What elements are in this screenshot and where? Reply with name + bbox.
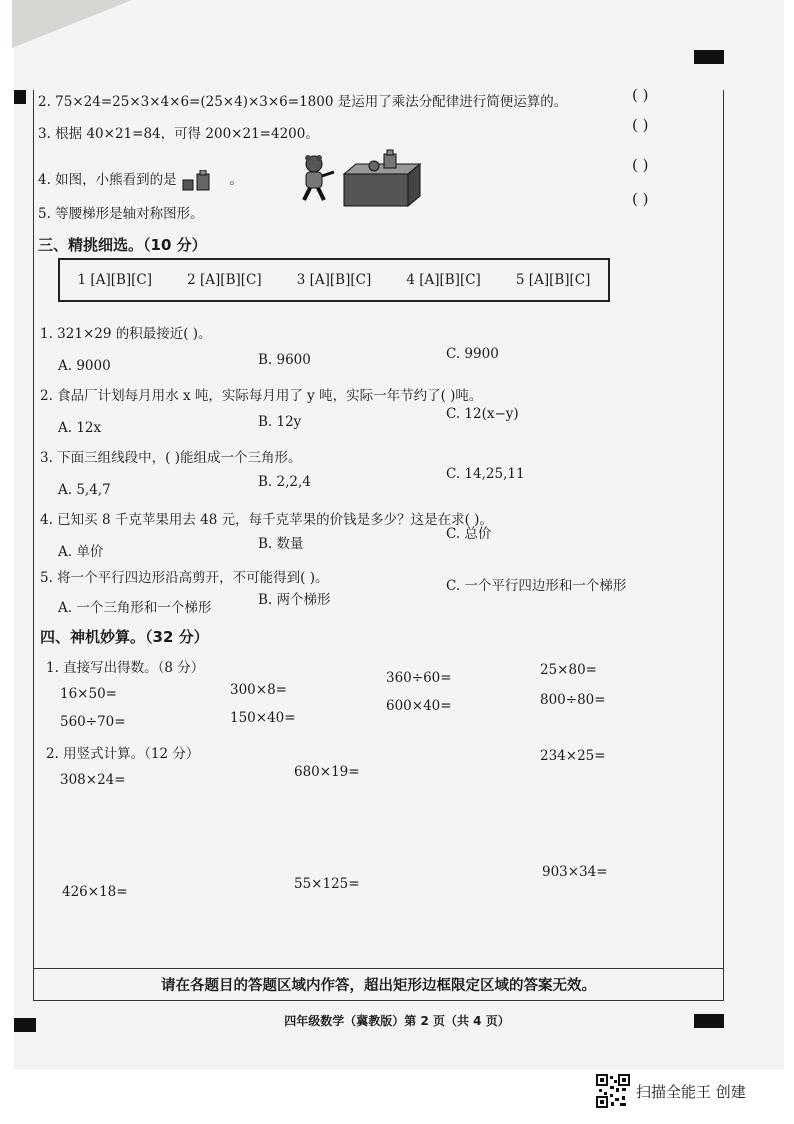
judge-question-4-end: 。 (229, 172, 243, 188)
answer-cell-5[interactable]: 5 [A][B][C] (515, 272, 591, 288)
scanner-watermark (596, 1074, 746, 1108)
judge-question-3: 3. 根据 40×21=84，可得 200×21=4200。 (38, 126, 319, 142)
choice-question-3: 3. 下面三组线段中，( )能组成一个三角形。 (40, 450, 302, 466)
vertical-calc-2: 680×19= (294, 764, 360, 780)
choice-question-5: 5. 将一个平行四边形沿高剪开，不可能得到( )。 (40, 570, 329, 586)
oral-calc-7: 600×40= (386, 698, 452, 714)
vertical-calc-5: 55×125= (294, 876, 360, 892)
choice-question-2: 2. 食品厂计划每月用水 x 吨，实际每月用了 y 吨，实际一年节约了( )吨。 (40, 388, 483, 404)
answer-card-box (58, 258, 610, 302)
q5-option-a: A. 一个三角形和一个梯形 (58, 600, 212, 616)
q5-option-c: C. 一个平行四边形和一个梯形 (446, 578, 627, 594)
registration-mark-top-left (14, 90, 26, 104)
oral-calc-2: 300×8= (230, 682, 287, 698)
judge-answer-blank-5[interactable]: ( ) (632, 190, 649, 208)
registration-mark-top-right (694, 50, 724, 64)
q2-option-a: A. 12x (58, 420, 102, 436)
answer-area-notice: 请在各题目的答题区域内作答，超出矩形边框限定区域的答案无效。 (161, 978, 596, 994)
answer-cell-4[interactable]: 4 [A][B][C] (406, 272, 481, 288)
q1-option-a: A. 9000 (58, 358, 111, 374)
judge-question-2: 2. 75×24=25×3×4×6=(25×4)×3×6=1800 是运用了乘法分配律进行简便运算的。 (38, 94, 568, 110)
judge-question-4 (38, 168, 243, 192)
watermark-text: 扫描全能王 创建 (636, 1082, 746, 1101)
oral-calc-1: 16×50= (60, 686, 117, 702)
table-with-objects-icon (342, 148, 422, 208)
judge-answer-blank-3[interactable]: ( ) (632, 116, 649, 134)
frame-right-border (723, 90, 724, 1000)
oral-calc-4: 25×80= (540, 662, 597, 678)
frame-left-border (33, 90, 34, 1000)
oral-calc-8: 800÷80= (540, 692, 606, 708)
oral-calc-6: 150×40= (230, 710, 296, 726)
judge-question-4-text: 4. 如图，小熊看到的是 (38, 172, 177, 188)
q4-option-c: C. 总价 (446, 526, 492, 542)
q5-option-b: B. 两个梯形 (258, 592, 331, 608)
vertical-calc-1: 308×24= (60, 772, 126, 788)
oral-calc-3: 360÷60= (386, 670, 452, 686)
q2-option-b: B. 12y (258, 414, 302, 430)
choice-question-1: 1. 321×29 的积最接近( )。 (40, 326, 212, 342)
section-4-title: 四、神机妙算。（32 分） (40, 628, 209, 646)
vertical-calc-6: 903×34= (542, 864, 608, 880)
answer-cell-3[interactable]: 3 [A][B][C] (296, 272, 372, 288)
sub-question-2-title: 2. 用竖式计算。（12 分） (46, 746, 200, 762)
view-cube-icon (181, 170, 225, 192)
page-footer: 四年级数学（冀教版）第 2 页（共 4 页） (284, 1014, 510, 1028)
q1-option-b: B. 9600 (258, 352, 311, 368)
q3-option-b: B. 2,2,4 (258, 474, 311, 490)
answer-cell-1[interactable]: 1 [A][B][C] (77, 272, 153, 288)
q4-option-b: B. 数量 (258, 536, 304, 552)
judge-answer-blank-4[interactable]: ( ) (632, 156, 649, 174)
judge-answer-blank-2[interactable]: ( ) (632, 86, 649, 104)
q2-option-c: C. 12(x−y) (446, 406, 519, 422)
q3-option-a: A. 5,4,7 (58, 482, 111, 498)
judge-question-5: 5. 等腰梯形是轴对称图形。 (38, 206, 204, 222)
qr-code-icon (596, 1074, 630, 1108)
vertical-calc-4: 426×18= (62, 884, 128, 900)
choice-question-4: 4. 已知买 8 千克苹果用去 48 元，每千克苹果的价钱是多少？这是在求( )。 (40, 512, 493, 528)
section-3-title: 三、精挑细选。（10 分） (38, 236, 207, 254)
sub-question-1-title: 1. 直接写出得数。（8 分） (46, 660, 205, 676)
oral-calc-5: 560÷70= (60, 714, 126, 730)
bear-figure-icon (296, 154, 338, 202)
q1-option-c: C. 9900 (446, 346, 499, 362)
answer-cell-2[interactable]: 2 [A][B][C] (187, 272, 262, 288)
q3-option-c: C. 14,25,11 (446, 466, 525, 482)
q4-option-a: A. 单价 (58, 544, 104, 560)
answer-area-bottom-border (33, 968, 724, 969)
vertical-calc-3: 234×25= (540, 748, 606, 764)
notice-bottom-border (33, 1000, 724, 1001)
